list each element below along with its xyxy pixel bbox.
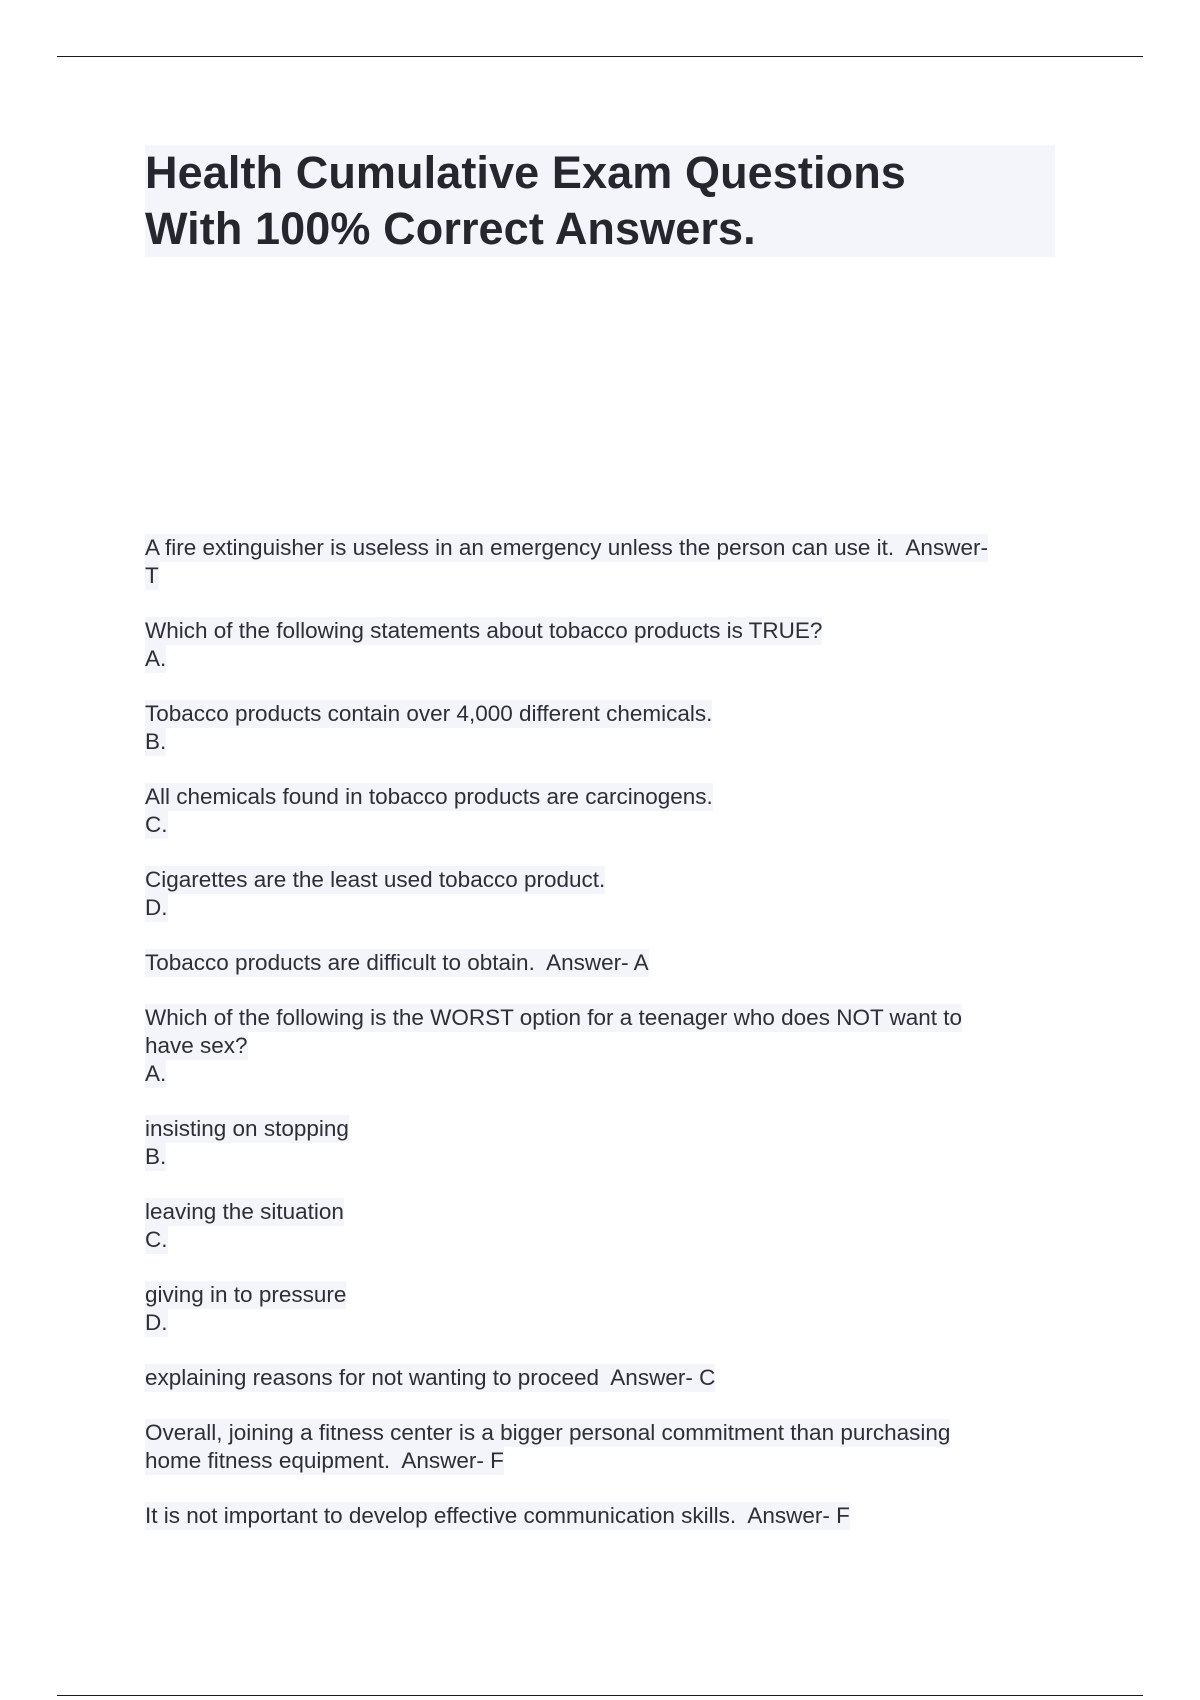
option-paragraph <box>145 866 1065 922</box>
text-line: A. <box>145 1061 167 1086</box>
question-paragraph <box>145 534 1065 590</box>
text-line: Overall, joining a fitness center is a bigger personal commitment than purchasing <box>145 1420 951 1445</box>
option-paragraph <box>145 1364 1065 1392</box>
question-paragraph <box>145 1502 1065 1530</box>
text-line: It is not important to develop effective communication skills. Answer- F <box>145 1503 850 1528</box>
option-paragraph <box>145 700 1065 756</box>
text-line: All chemicals found in tobacco products are carcinogens. <box>145 784 713 809</box>
title-line: Health Cumulative Exam Questions <box>145 147 906 198</box>
text-line: explaining reasons for not wanting to proceed Answer- C <box>145 1365 716 1390</box>
text-line: have sex? <box>145 1033 248 1058</box>
option-paragraph <box>145 1281 1065 1337</box>
question-paragraph <box>145 1419 1065 1475</box>
text-line: Which of the following is the WORST option for a teenager who does NOT want to <box>145 1005 963 1030</box>
text-line: giving in to pressure <box>145 1282 347 1307</box>
text-line: insisting on stopping <box>145 1116 349 1141</box>
text-line: A fire extinguisher is useless in an emergency unless the person can use it. Answer- <box>145 535 988 560</box>
text-line: leaving the situation <box>145 1199 344 1224</box>
text-line: Tobacco products contain over 4,000 different chemicals. <box>145 701 713 726</box>
text-line: A. <box>145 646 167 671</box>
text-line: C. <box>145 1227 168 1252</box>
text-line: T <box>145 563 159 588</box>
text-line: B. <box>145 1144 167 1169</box>
title-line: With 100% Correct Answers. <box>145 203 756 254</box>
option-paragraph <box>145 1198 1065 1254</box>
document-title <box>145 145 1055 257</box>
text-line: Which of the following statements about tobacco products is TRUE? <box>145 618 823 643</box>
text-line: D. <box>145 895 168 920</box>
question-list <box>145 534 1065 1557</box>
option-paragraph <box>145 1115 1065 1171</box>
question-paragraph <box>145 617 1065 673</box>
question-paragraph <box>145 1004 1065 1088</box>
text-line: D. <box>145 1310 168 1335</box>
bottom-rule <box>57 1695 1143 1696</box>
text-line: home fitness equipment. Answer- F <box>145 1448 504 1473</box>
option-paragraph <box>145 783 1065 839</box>
option-paragraph <box>145 949 1065 977</box>
text-line: C. <box>145 812 168 837</box>
top-rule <box>57 56 1143 57</box>
text-line: B. <box>145 729 167 754</box>
text-line: Cigarettes are the least used tobacco product. <box>145 867 606 892</box>
text-line: Tobacco products are difficult to obtain. Answer- A <box>145 950 649 975</box>
